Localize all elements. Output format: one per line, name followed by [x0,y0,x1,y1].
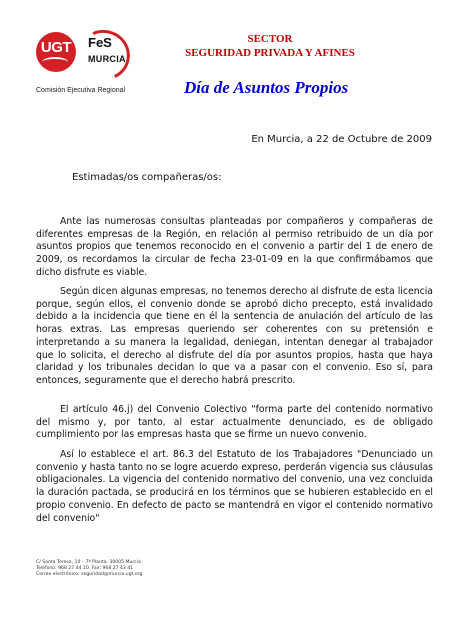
ugt-emblem [34,30,82,74]
paragraph-text: Según dicen algunas empresas, no tenemos derecho al disfrute de esta licencia porque, según ellos, el convenio donde se aprobó dicho precepto, está invalidado debido a la incidencia que tiene en él la sentencia de anulación del artículo de las horas extras. Las empresas queriendo ser coherentes con su pretensión e interpretando a su manera la legalidad, deniegan, intentan denegar al trabajador que lo solicita, el derecho al disfrute del día por asuntos propios, hasta que haya claridad y los tribunales decidan lo que va a pasar con el convenio. Eso sí, para entonces, seguramente que el derecho habrá prescrito. [36,286,433,386]
footer-address: C/ Santa Teresa, 10 – 7ª Planta. 30005 Murcia [36,560,141,565]
sector-line-2: SEGURIDAD PRIVADA Y AFINES [185,47,355,59]
sector-line-1: SECTOR [247,33,293,45]
logo-ugt-text: UGT [40,39,72,56]
paragraph-text: Ante las numerosas consultas planteadas por compañeros y compañeras de diferentes empresas de la Región, en relación al permiso retribuido de un día por asuntos propios que tenemos reconocido en el convenio a partir del 1 de enero de 2009, os recordamos la circular de fecha 23-01-09 en la que confirmábamos que dicho disfrute es viable. [36,216,433,278]
paragraph-3 [36,404,433,442]
sector-heading [170,32,370,60]
paragraph-text: Así lo establece el art. 86.3 del Estatuto de los Trabajadores "Denunciado un convenio y hasta tanto no se logre acuerdo expreso, perderán vigencia sus cláusulas obligacionales. La vigencia del contenido normativo del convenio, una vez concluida la duración pactada, se producirá en los términos que se hubieren establecido en el propio convenio. En defecto de pacto se mantendrá en vigor el contenido normativo del convenio" [36,449,433,524]
logo-murcia-text: MURCIA [88,54,126,64]
salutation: Estimadas/os compañeras/os: [72,172,222,183]
footer-email: Correo electrónico: seguridad@murcia.ugt.org [36,572,143,578]
paragraph-text: El artículo 46.j) del Convenio Colectivo "forma parte del contenido normativo del mismo y, por tanto, al estar actualmente denunciado, es de obligado cumplimiento por las empresas hasta que se firme un nuevo convenio. [36,404,433,441]
handshake-icon [42,57,68,67]
footer-phone: Teléfono: 968 27 44 10. Fax: 968 27 43 41 [36,566,134,572]
ugt-fes-logo [34,30,134,74]
logo-fes-text: FeS [88,35,112,50]
letter-date: En Murcia, a 22 de Octubre de 2009 [251,134,432,145]
paragraph-4 [36,449,433,525]
paragraph-1 [36,216,433,280]
paragraph-2 [36,286,433,388]
document-title: Día de Asuntos Propios [184,78,349,97]
footer-contact [36,560,142,579]
committee-label: Comisión Ejecutiva Regional [36,87,126,94]
